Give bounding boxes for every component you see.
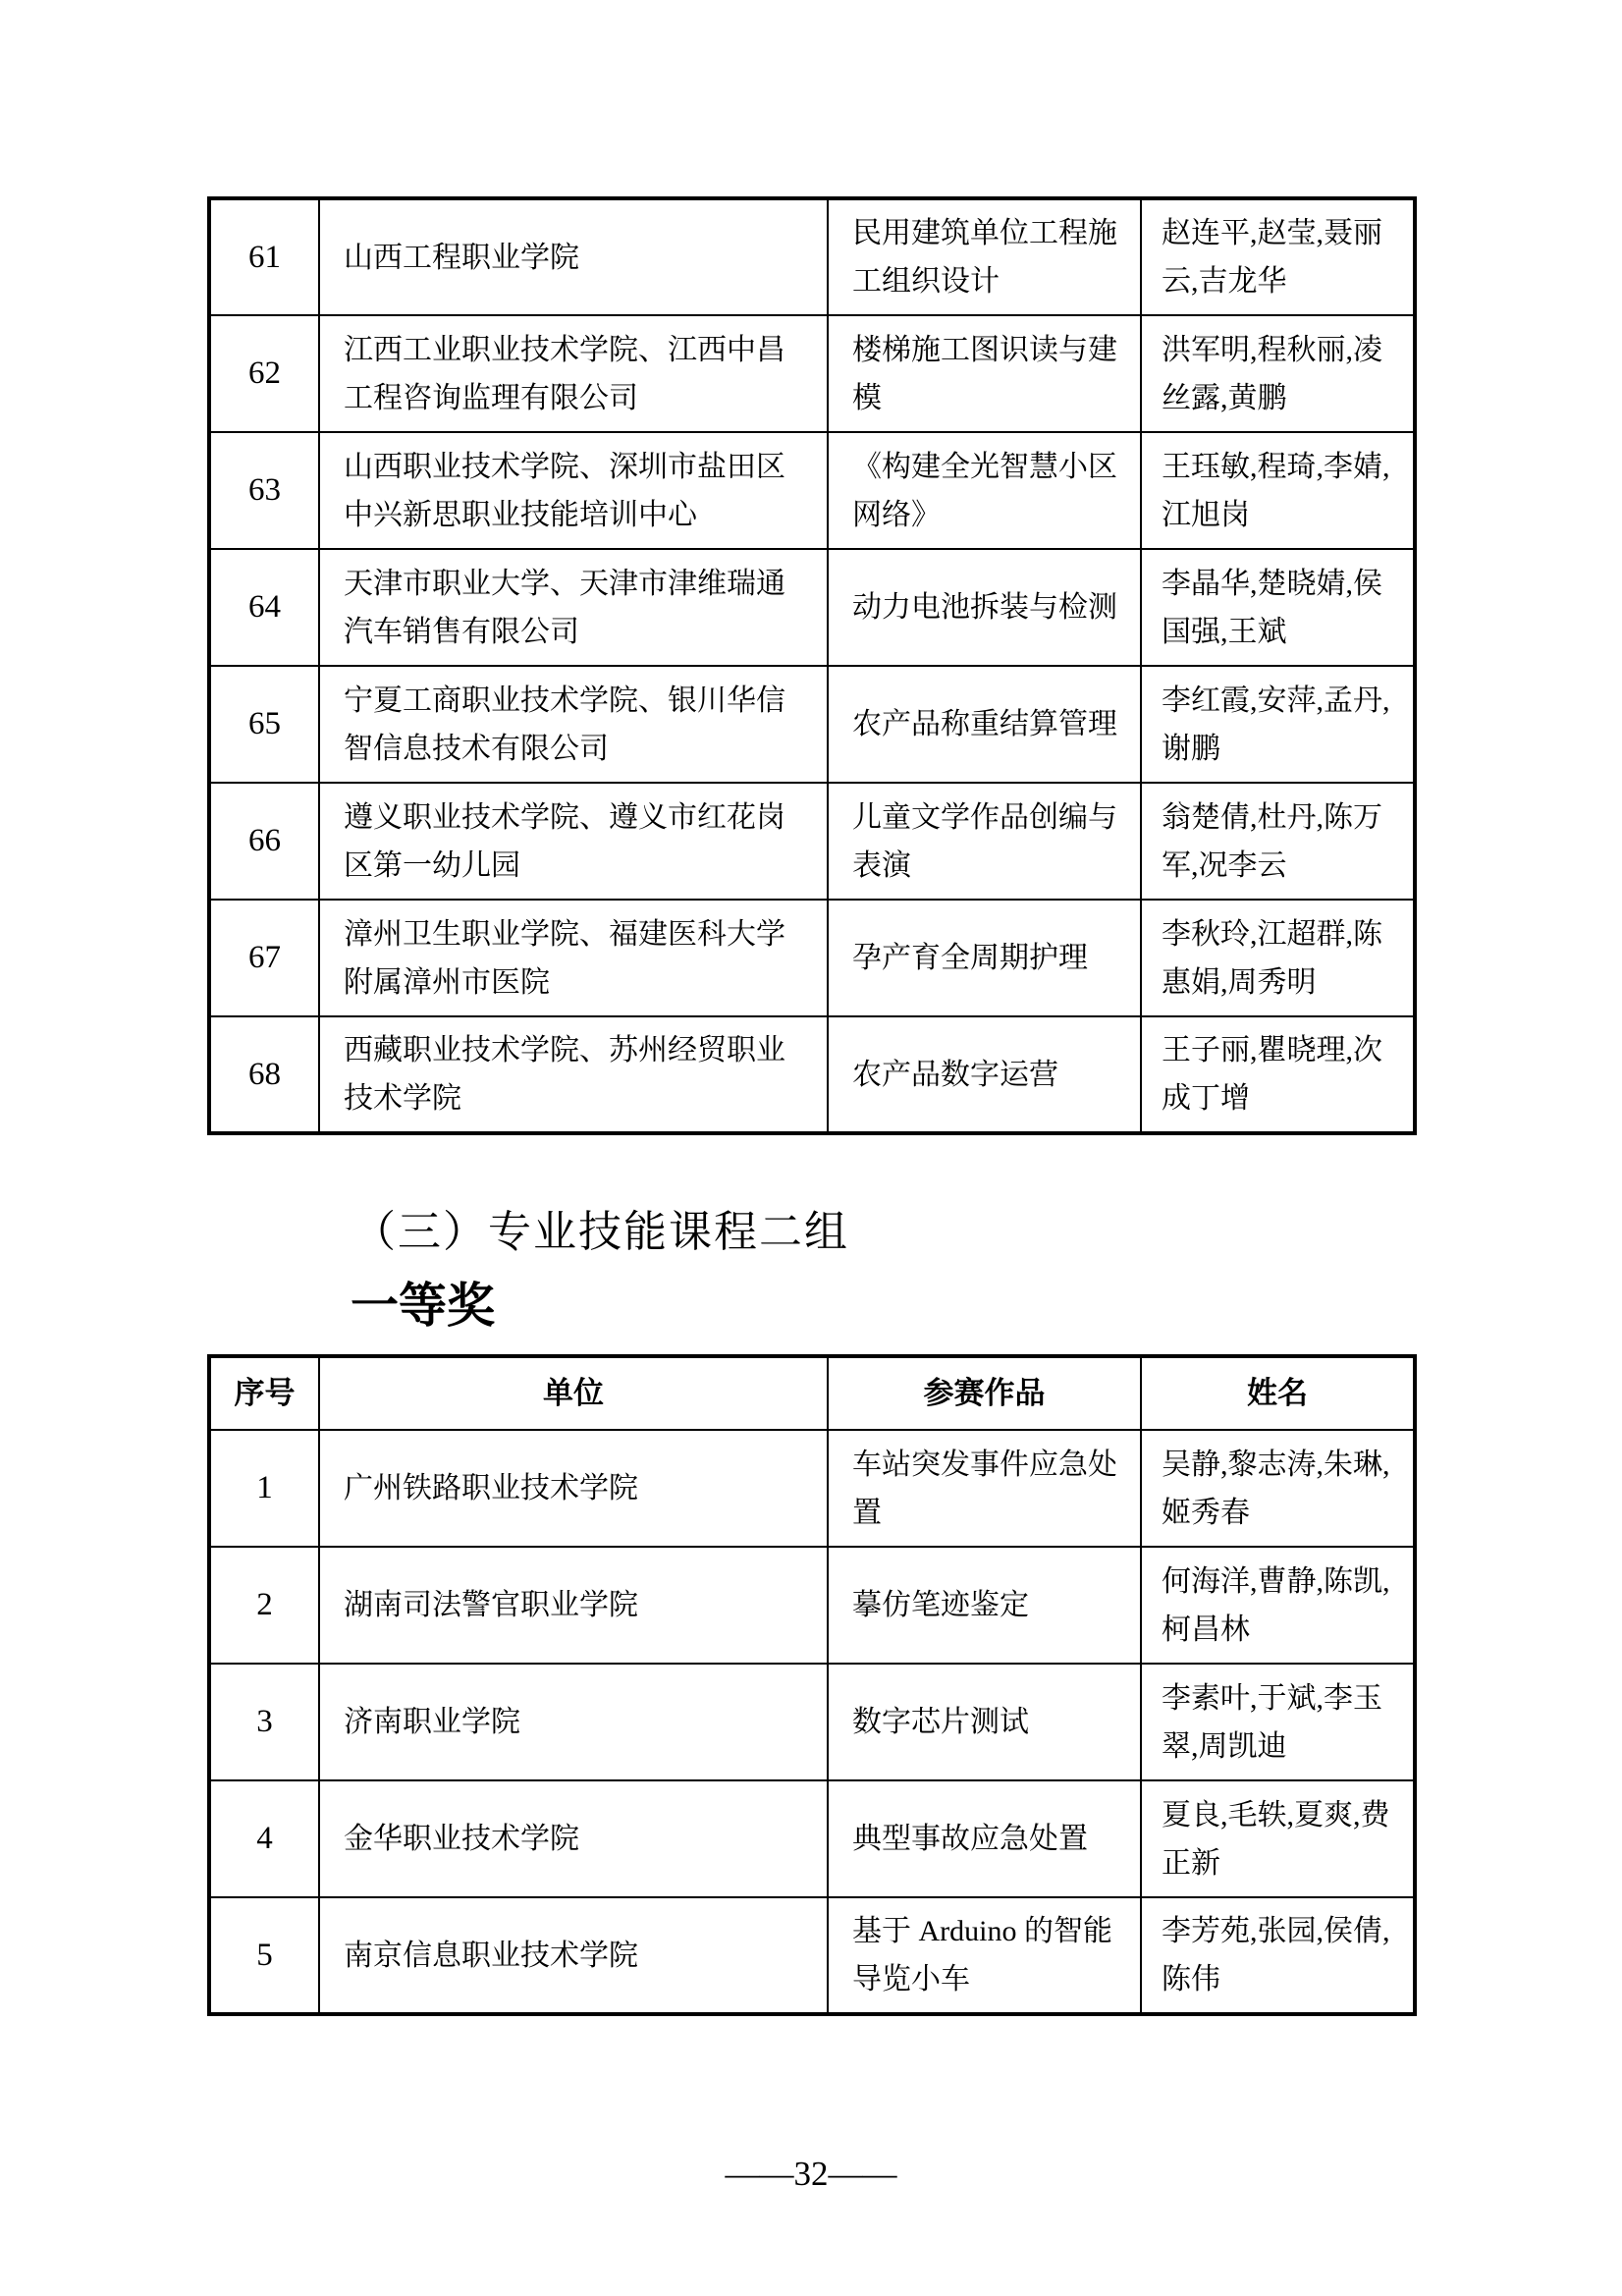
no-cell: 68 xyxy=(209,1016,319,1133)
names-cell: 李晶华,楚晓婧,侯国强,王斌 xyxy=(1141,549,1415,666)
header-work: 参赛作品 xyxy=(828,1356,1141,1430)
unit-cell: 天津市职业大学、天津市津维瑞通汽车销售有限公司 xyxy=(319,549,828,666)
names-cell: 李红霞,安萍,孟丹,谢鹏 xyxy=(1141,666,1415,783)
names-cell: 李素叶,于斌,李玉翠,周凯迪 xyxy=(1141,1664,1415,1780)
award-table-continuation xyxy=(207,196,1417,1135)
no-cell: 4 xyxy=(209,1780,319,1897)
names-cell: 夏良,毛轶,夏爽,费正新 xyxy=(1141,1780,1415,1897)
table-row xyxy=(209,900,1415,1016)
work-cell: 农产品称重结算管理 xyxy=(828,666,1141,783)
unit-cell: 广州铁路职业技术学院 xyxy=(319,1430,828,1547)
no-cell: 67 xyxy=(209,900,319,1016)
unit-cell: 西藏职业技术学院、苏州经贸职业技术学院 xyxy=(319,1016,828,1133)
work-cell: 孕产育全周期护理 xyxy=(828,900,1141,1016)
no-cell: 5 xyxy=(209,1897,319,2014)
section-heading: （三）专业技能课程二组 xyxy=(352,1208,849,1256)
table-row xyxy=(209,549,1415,666)
work-cell: 数字芯片测试 xyxy=(828,1664,1141,1780)
names-cell: 翁楚倩,杜丹,陈万军,况李云 xyxy=(1141,783,1415,900)
no-cell: 3 xyxy=(209,1664,319,1780)
unit-cell: 山西工程职业学院 xyxy=(319,198,828,315)
work-cell: 车站突发事件应急处置 xyxy=(828,1430,1141,1547)
names-cell: 李芳苑,张园,侯倩,陈伟 xyxy=(1141,1897,1415,2014)
table-row xyxy=(209,783,1415,900)
names-cell: 洪军明,程秋丽,凌丝露,黄鹏 xyxy=(1141,315,1415,432)
no-cell: 1 xyxy=(209,1430,319,1547)
header-unit: 单位 xyxy=(319,1356,828,1430)
table-row xyxy=(209,1897,1415,2014)
work-cell: 民用建筑单位工程施工组织设计 xyxy=(828,198,1141,315)
work-cell: 典型事故应急处置 xyxy=(828,1780,1141,1897)
no-cell: 2 xyxy=(209,1547,319,1664)
no-cell: 66 xyxy=(209,783,319,900)
work-cell: 摹仿笔迹鉴定 xyxy=(828,1547,1141,1664)
header-no: 序号 xyxy=(209,1356,319,1430)
unit-cell: 济南职业学院 xyxy=(319,1664,828,1780)
table-row xyxy=(209,1430,1415,1547)
names-cell: 赵连平,赵莹,聂丽云,吉龙华 xyxy=(1141,198,1415,315)
table-row xyxy=(209,198,1415,315)
unit-cell: 南京信息职业技术学院 xyxy=(319,1897,828,2014)
names-cell: 王珏敏,程琦,李婧,江旭岗 xyxy=(1141,432,1415,549)
table-row xyxy=(209,1016,1415,1133)
no-cell: 62 xyxy=(209,315,319,432)
work-cell: 儿童文学作品创编与表演 xyxy=(828,783,1141,900)
first-prize-table xyxy=(207,1354,1417,2016)
unit-cell: 湖南司法警官职业学院 xyxy=(319,1547,828,1664)
names-cell: 王子丽,瞿晓理,次成丁增 xyxy=(1141,1016,1415,1133)
page-number: ——32—— xyxy=(725,2155,897,2193)
work-cell: 动力电池拆装与检测 xyxy=(828,549,1141,666)
work-cell: 楼梯施工图识读与建模 xyxy=(828,315,1141,432)
unit-cell: 金华职业技术学院 xyxy=(319,1780,828,1897)
first-prize-table-body xyxy=(209,1430,1415,2014)
award-level-label: 一等奖 xyxy=(351,1280,496,1333)
table-row xyxy=(209,1547,1415,1664)
no-cell: 64 xyxy=(209,549,319,666)
table-row xyxy=(209,1664,1415,1780)
table-row xyxy=(209,432,1415,549)
names-cell: 吴静,黎志涛,朱琳,姬秀春 xyxy=(1141,1430,1415,1547)
table-row xyxy=(209,666,1415,783)
header-names: 姓名 xyxy=(1141,1356,1415,1430)
award-table-body xyxy=(209,198,1415,1133)
unit-cell: 江西工业职业技术学院、江西中昌工程咨询监理有限公司 xyxy=(319,315,828,432)
work-cell: 农产品数字运营 xyxy=(828,1016,1141,1133)
names-cell: 何海洋,曹静,陈凯,柯昌林 xyxy=(1141,1547,1415,1664)
unit-cell: 漳州卫生职业学院、福建医科大学附属漳州市医院 xyxy=(319,900,828,1016)
unit-cell: 山西职业技术学院、深圳市盐田区中兴新思职业技能培训中心 xyxy=(319,432,828,549)
unit-cell: 遵义职业技术学院、遵义市红花岗区第一幼儿园 xyxy=(319,783,828,900)
table-row xyxy=(209,1780,1415,1897)
names-cell: 李秋玲,江超群,陈惠娟,周秀明 xyxy=(1141,900,1415,1016)
table-header-row xyxy=(209,1356,1415,1430)
no-cell: 63 xyxy=(209,432,319,549)
unit-cell: 宁夏工商职业技术学院、银川华信智信息技术有限公司 xyxy=(319,666,828,783)
no-cell: 65 xyxy=(209,666,319,783)
no-cell: 61 xyxy=(209,198,319,315)
work-cell: 基于 Arduino 的智能导览小车 xyxy=(828,1897,1141,2014)
work-cell: 《构建全光智慧小区网络》 xyxy=(828,432,1141,549)
table-row xyxy=(209,315,1415,432)
